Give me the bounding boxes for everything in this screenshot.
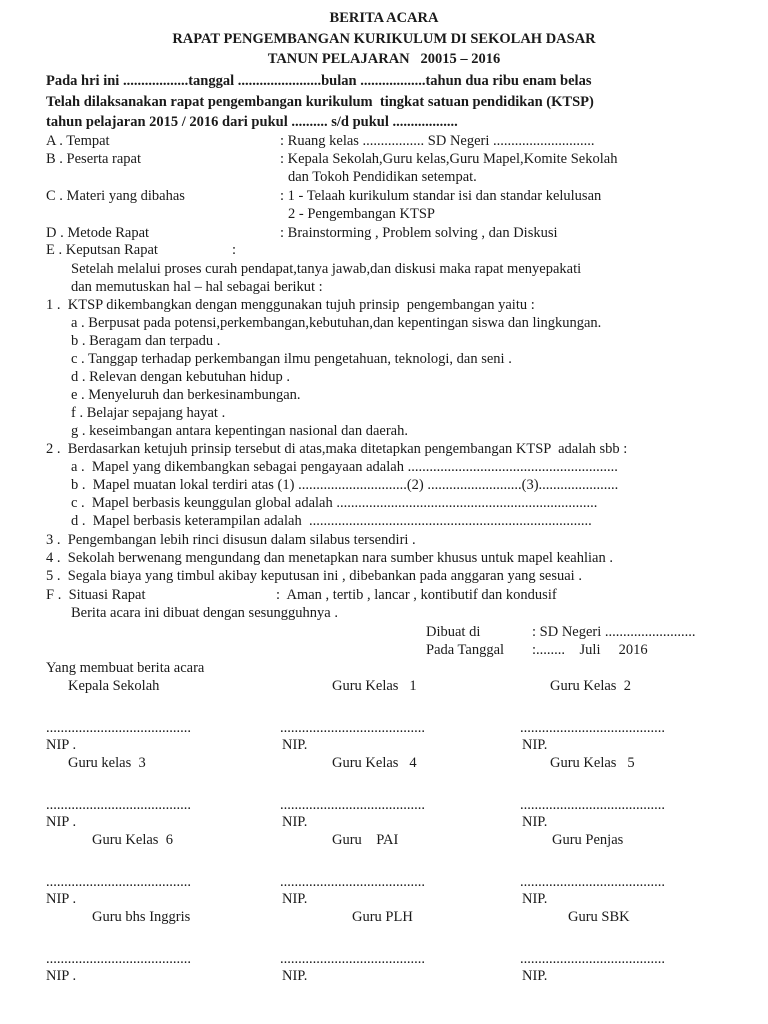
nip-label: NIP. — [282, 891, 308, 907]
made-at-value: : SD Negeri ......................... — [532, 624, 696, 640]
field-f-label: F . Situasi Rapat — [46, 587, 146, 603]
signature-line: ........................................ — [520, 874, 665, 890]
decision-point-2: 2 . Berdasarkan ketujuh prinsip tersebut di atas,maka ditetapkan pengembangan KTSP adalah sbb : — [46, 441, 628, 457]
signature-line: ........................................ — [280, 874, 425, 890]
signature-line: ........................................ — [520, 951, 665, 967]
signature-line: ........................................ — [280, 951, 425, 967]
decision-intro-1: Setelah melalui proses curah pendapat,tanya jawab,dan diskusi maka rapat menyepakati — [71, 261, 582, 277]
signature-line: ........................................ — [46, 797, 191, 813]
signature-line: ........................................ — [46, 951, 191, 967]
nip-label: NIP. — [522, 814, 548, 830]
signature-line: ........................................ — [46, 720, 191, 736]
field-b-value: : Kepala Sekolah,Guru kelas,Guru Mapel,Komite Sekolah — [280, 151, 618, 167]
decision-point-3: 3 . Pengembangan lebih rinci disusun dalam silabus tersendiri . — [46, 532, 416, 548]
intro-meeting-line: Telah dilaksanakan rapat pengembangan kurikulum tingkat satuan pendidikan (KTSP) — [46, 94, 594, 110]
signatory-title: Guru SBK — [568, 909, 630, 925]
maker-label: Yang membuat berita acara — [46, 660, 205, 676]
decision-point-5: 5 . Segala biaya yang timbul akibay keputusan ini , dibebankan pada anggaran yang sesuai . — [46, 568, 582, 584]
signatory-title: Guru Kelas 4 — [332, 755, 417, 771]
ktsp-item-a: a . Mapel yang dikembangkan sebagai pengayaan adalah .......................................................... — [71, 459, 618, 475]
decision-point-4: 4 . Sekolah berwenang mengundang dan menetapkan nara sumber khusus untuk mapel keahlian . — [46, 550, 613, 566]
nip-label: NIP. — [282, 814, 308, 830]
nip-label: NIP. — [282, 737, 308, 753]
nip-label: NIP . — [46, 891, 77, 907]
intro-date-line: Pada hri ini ..................tanggal .......................bulan ..................tahun dua ribu enam belas — [46, 73, 592, 89]
field-a-label: A . Tempat — [46, 133, 110, 149]
ktsp-item-b: b . Mapel muatan lokal terdiri atas (1) ..............................(2) ..........................(3)...................... — [71, 477, 619, 493]
signatory-title: Guru Kelas 5 — [550, 755, 635, 771]
date-label: Pada Tanggal — [426, 642, 505, 658]
principle-g: g . keseimbangan antara kepentingan nasional dan daerah. — [71, 423, 408, 439]
signatory-title: Kepala Sekolah — [68, 678, 160, 694]
principle-b: b . Beragam dan terpadu . — [71, 333, 221, 349]
field-e-colon: : — [232, 242, 237, 258]
intro-time-line: tahun pelajaran 2015 / 2016 dari pukul .......... s/d pukul .................. — [46, 114, 458, 130]
academic-year: TANUN PELAJARAN 20015 – 2016 — [267, 51, 501, 67]
ktsp-item-d: d . Mapel berbasis keterampilan adalah .............................................................................. — [71, 513, 592, 529]
field-c-value: : 1 - Telaah kurikulum standar isi dan standar kelulusan — [280, 188, 602, 204]
signature-line: ........................................ — [46, 874, 191, 890]
decision-intro-2: dan memutuskan hal – hal sebagai berikut : — [71, 279, 323, 295]
nip-label: NIP. — [522, 737, 548, 753]
document-subtitle: RAPAT PENGEMBANGAN KURIKULUM DI SEKOLAH DASAR — [172, 31, 596, 47]
principle-c: c . Tanggap terhadap perkembangan ilmu pengetahuan, teknologi, dan seni . — [71, 351, 512, 367]
signature-line: ........................................ — [520, 797, 665, 813]
made-at-label: Dibuat di — [426, 624, 481, 640]
field-b-label: B . Peserta rapat — [46, 151, 142, 167]
signatory-title: Guru PAI — [332, 832, 399, 848]
field-c-label: C . Materi yang dibahas — [46, 188, 185, 204]
nip-label: NIP . — [46, 968, 77, 984]
signatory-title: Guru Kelas 2 — [550, 678, 631, 694]
signature-line: ........................................ — [280, 797, 425, 813]
field-d-value: : Brainstorming , Problem solving , dan Diskusi — [280, 225, 558, 241]
date-value: :........ Juli 2016 — [532, 642, 648, 658]
signatory-title: Guru Kelas 6 — [92, 832, 173, 848]
principle-a: a . Berpusat pada potensi,perkembangan,kebutuhan,dan kepentingan siswa dan lingkungan. — [71, 315, 602, 331]
nip-label: NIP. — [522, 968, 548, 984]
nip-label: NIP . — [46, 737, 77, 753]
decision-point-1: 1 . KTSP dikembangkan dengan menggunakan tujuh prinsip pengembangan yaitu : — [46, 297, 535, 313]
nip-label: NIP. — [522, 891, 548, 907]
field-c-value-continued: 2 - Pengembangan KTSP — [288, 206, 435, 222]
nip-label: NIP. — [282, 968, 308, 984]
field-b-value-continued: dan Tokoh Pendidikan setempat. — [288, 169, 477, 185]
document-title: BERITA ACARA — [329, 10, 439, 26]
ktsp-item-c: c . Mapel berbasis keunggulan global adalah ........................................................................ — [71, 495, 598, 511]
signatory-title: Guru bhs Inggris — [92, 909, 191, 925]
signature-line: ........................................ — [520, 720, 665, 736]
signature-line: ........................................ — [280, 720, 425, 736]
principle-d: d . Relevan dengan kebutuhan hidup . — [71, 369, 291, 385]
principle-f: f . Belajar sepajang hayat . — [71, 405, 226, 421]
field-e-label: E . Keputsan Rapat — [46, 242, 158, 258]
signatory-title: Guru Kelas 1 — [332, 678, 417, 694]
signatory-title: Guru kelas 3 — [68, 755, 146, 771]
principle-e: e . Menyeluruh dan berkesinambungan. — [71, 387, 301, 403]
closing-statement: Berita acara ini dibuat dengan sesungguhnya . — [71, 605, 338, 621]
nip-label: NIP . — [46, 814, 77, 830]
signatory-title: Guru PLH — [352, 909, 413, 925]
field-a-value: : Ruang kelas ................. SD Negeri ............................ — [280, 133, 595, 149]
signatory-title: Guru Penjas — [552, 832, 624, 848]
field-f-value: : Aman , tertib , lancar , kontibutif dan kondusif — [276, 587, 557, 603]
field-d-label: D . Metode Rapat — [46, 225, 150, 241]
